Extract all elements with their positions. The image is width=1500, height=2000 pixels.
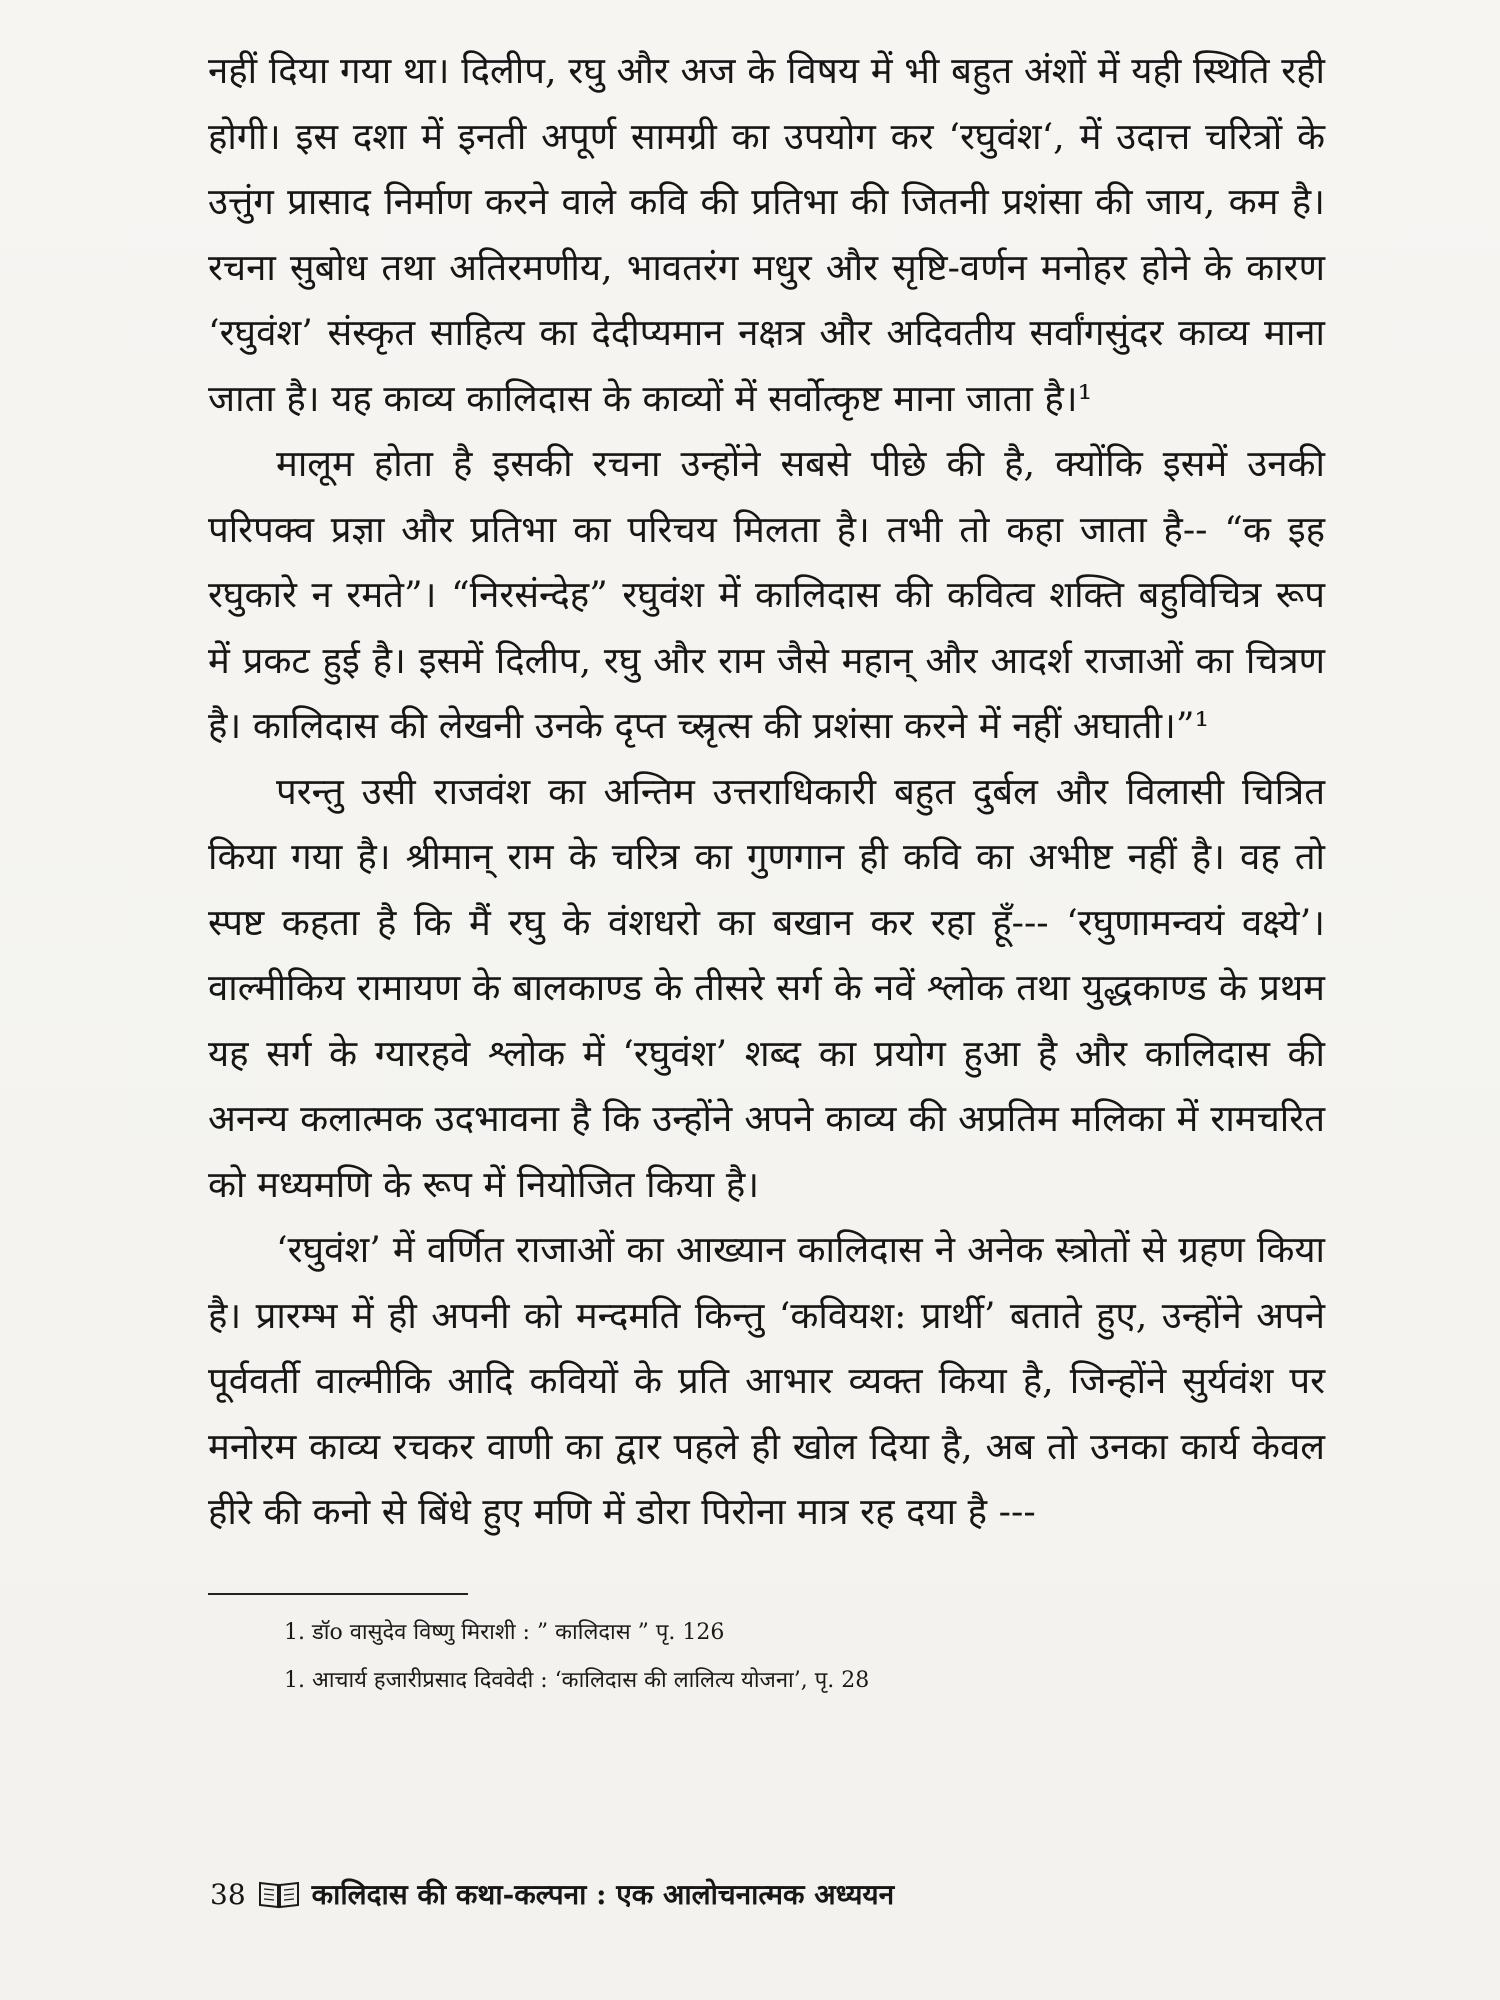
footnote-divider bbox=[208, 1593, 468, 1595]
page-footer bbox=[210, 1875, 894, 1913]
book-title: कालिदास की कथा-कल्पना : एक आलोचनात्मक अध्ययन bbox=[311, 1878, 895, 1911]
open-book-icon bbox=[258, 1879, 300, 1909]
body-text bbox=[208, 38, 1325, 1545]
paragraph: परन्तु उसी राजवंश का अन्तिम उत्तराधिकारी बहुत दुर्बल और विलासी चित्रित किया गया है। श्रीमान् राम के चरित्र का गुणगान ही कवि का अभीष्ट नहीं है। वह तो स्पष्ट कहता है कि मैं रघु के वंशधरो का बखान कर रहा हूँ--- ‘रघुणामन्वयं वक्ष्ये’। वाल्मीकिय रामायण के बालकाण्ड के तीसरे सर्ग के नवें श्लोक तथा युद्धकाण्ड के प्रथम यह सर्ग के ग्यारहवे श्लोक में ‘रघुवंश’ शब्द का प्रयोग हुआ है और कालिदास की अनन्य कलात्मक उदभावना है कि उन्होंने अपने काव्य की अप्रतिम मलिका में रामचरित को मध्यमणि के रूप में नियोजित किया है। bbox=[208, 769, 1325, 1206]
footnote: 1. डॉo वासुदेव विष्णु मिराशी : ” कालिदास ” पृ. 126 bbox=[284, 1619, 725, 1645]
page-number: 38 bbox=[210, 1877, 246, 1911]
footnote: 1. आचार्य हजारीप्रसाद दिववेदी : ‘कालिदास की लालित्य योजना’, पृ. 28 bbox=[284, 1667, 870, 1693]
paragraph: मालूम होता है इसकी रचना उन्होंने सबसे पीछे की है, क्योंकि इसमें उनकी परिपक्व प्रज्ञा और प्रतिभा का परिचय मिलता है। तभी तो कहा जाता है-- “क इह रघुकारे न रमते”। “निरसंन्देह” रघुवंश में कालिदास की कवित्व शक्ति बहुविचित्र रूप में प्रकट हुई है। इसमें दिलीप, रघु और राम जैसे महान् और आदर्श राजाओं का चित्रण है। कालिदास की लेखनी उनके दृप्त च्स्रृत्स की प्रशंसा करने में नहीं अघाती।”¹ bbox=[208, 442, 1325, 747]
paragraph: ‘रघुवंश’ में वर्णित राजाओं का आख्यान कालिदास ने अनेक स्त्रोतों से ग्रहण किया है। प्रारम्भ में ही अपनी को मन्दमति किन्तु ‘कवियश: प्रार्थी’ बताते हुए, उन्होंने अपने पूर्ववर्ती वाल्मीकि आदि कवियों के प्रति आभार व्यक्त किया है, जिन्होंने सुर्यवंश पर मनोरम काव्य रचकर वाणी का द्वार पहले ही खोल दिया है, अब तो उनका कार्य केवल हीरे की कनो से बिंधे हुए मणि में डोरा पिरोना मात्र रह दया है --- bbox=[208, 1228, 1325, 1533]
paragraph-continued: नहीं दिया गया था। दिलीप, रघु और अज के विषय में भी बहुत अंशों में यही स्थिति रही होगी। इस दशा में इनती अपूर्ण सामग्री का उपयोग कर ‘रघुवंश‘, में उदात्त चरित्रों के उत्तुंग प्रासाद निर्माण करने वाले कवि की प्रतिभा की जितनी प्रशंसा की जाय, कम है। रचना सुबोध तथा अतिरमणीय, भावतरंग मधुर और सृष्टि-वर्णन मनोहर होने के कारण ‘रघुवंश’ संस्कृत साहित्य का देदीप्यमान नक्षत्र और अदिवतीय सर्वांगसुंदर काव्य माना जाता है। यह काव्य कालिदास के काव्यों में सर्वोत्कृष्ट माना जाता है।¹ bbox=[208, 49, 1326, 420]
